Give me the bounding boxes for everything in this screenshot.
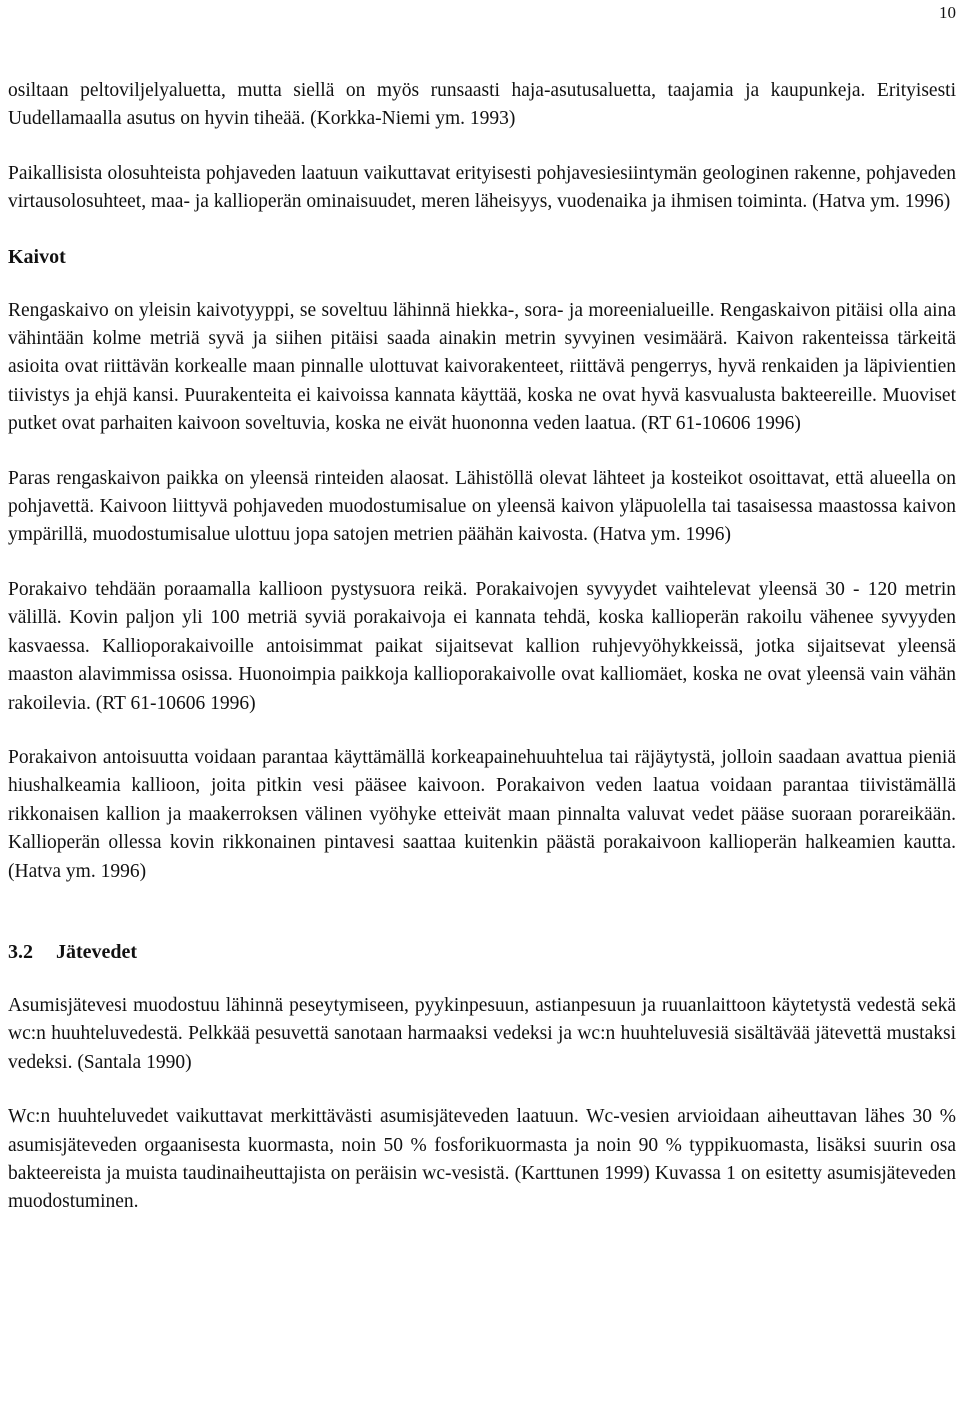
paragraph: Wc:n huuhteluvedet vaikuttavat merkittävästi asumisjäteveden laatuun. Wc-vesien arvioidaan aiheuttavan lähes 30 % asumisjäteveden orgaanisesta kuormasta, noin 50 % fosforikuormasta ja noin 90 % typpikuomasta, lisäksi suurin osa bakteereista ja muista taudinaiheuttajista on peräisin wc-vesistä. (Karttunen 1999) Kuvassa 1 on esitetty asumisjäteveden muodostuminen. [8,1106,956,1213]
paragraph: Porakaivo tehdään poraamalla kallioon pystysuora reikä. Porakaivojen syvyydet vaihtelevat yleensä 30 - 120 metrin välillä. Kovin paljon yli 100 metriä syviä porakaivoja ei kannata tehdä, koska kallioperän rakoilu vähenee syvyyden kasvaessa. Kallioporakaivoille antoisimmat paikat sijaitsevat kallion ruhjevyöhykkeissä, jotka sijaitsevat yleensä maaston alavimmissa osissa. Huonoimpia paikkoja kallioporakaivolle ovat kalliomäet, koska ne ovat yleensä vain vähän rakoilevia. (RT 61-10606 1996) [8,578,956,714]
section-number: 3.2 [8,940,33,963]
paragraph: Paras rengaskaivon paikka on yleensä rinteiden alaosat. Lähistöllä olevat lähteet ja kosteikot osoittavat, että alueella on pohjavettä. Kaivoon liittyvä pohjaveden muodostumisalue on yleensä kaivon yläpuolella tai tasaisessa maastossa kaivon ympärillä, muodostumisalue ulottuu jopa satojen metrien päähän kaivosta. (Hatva ym. 1996) [8,467,956,546]
document-body [8,77,956,1217]
paragraph: Rengaskaivo on yleisin kaivotyyppi, se soveltuu lähinnä hiekka-, sora- ja moreenialueille. Rengaskaivon pitäisi olla aina vähintään kolme metriä syvä ja siihen pitäisi saada ainakin metrin syvyinen vesimäärä. Kaivon rakenteissa tärkeitä asioita ovat riittävän korkealle maan pinnalle ulottuvat kaivorakenteet, riittävä pengerrys, hyvä renkaiden ja läpivientien tiivistys ja ehjä kansi. Puurakenteita ei kaivoissa kannata käyttää, koska ne ovat hyvä kasvualusta bakteereille. Muoviset putket ovat parhaiten kaivoon soveltuvia, koska ne eivät huononna veden laatua. (RT 61-10606 1996) [8,299,956,435]
section-title: Jätevedet [56,940,138,963]
paragraph: osiltaan peltoviljelyaluetta, mutta siellä on myös runsaasti haja-asutusaluetta, taajamia ja kaupunkeja. Erityisesti Uudellamaalla asutus on hyvin tiheää. (Korkka-Niemi ym. 1993) [8,80,956,130]
page-number: 10 [939,3,956,22]
paragraph: Paikallisista olosuhteista pohjaveden laatuun vaikuttavat erityisesti pohjavesiesiintymän geologinen rakenne, pohjaveden virtausolosuhteet, maa- ja kallioperän ominaisuudet, meren läheisyys, vuodenaika ja ihmisen toiminta. (Hatva ym. 1996) [8,162,956,213]
subheading-kaivot: Kaivot [8,245,66,268]
paragraph: Porakaivon antoisuutta voidaan parantaa käyttämällä korkeapainehuuhtelua tai räjäytystä, jolloin saadaan avattua pieniä hiushalkeamia kallioon, joita pitkin vesi pääsee kaivoon. Porakaivon veden laatua voidaan parantaa tiivistämällä rikkonaisen kallion ja maakerroksen välinen vyöhyke etteivät maan pinnalta valuvat vedet pääse suoraan porareikään. Kallioperän ollessa kovin rikkonainen pintavesi saattaa kuitenkin päästä porakaivoon kallioperän halkeamien kautta. (Hatva ym. 1996) [8,746,956,882]
section-heading [8,938,956,966]
paragraph: Asumisjätevesi muodostuu lähinnä peseytymiseen, pyykinpesuun, astianpesuun ja ruuanlaittoon käytetystä vedestä sekä wc:n huuhteluvedestä. Pelkkää pesuvettä sanotaan harmaaksi vedeksi ja wc:n huuhteluvesiä sisältävää jätevettä mustaksi vedeksi. (Santala 1990) [8,994,956,1073]
